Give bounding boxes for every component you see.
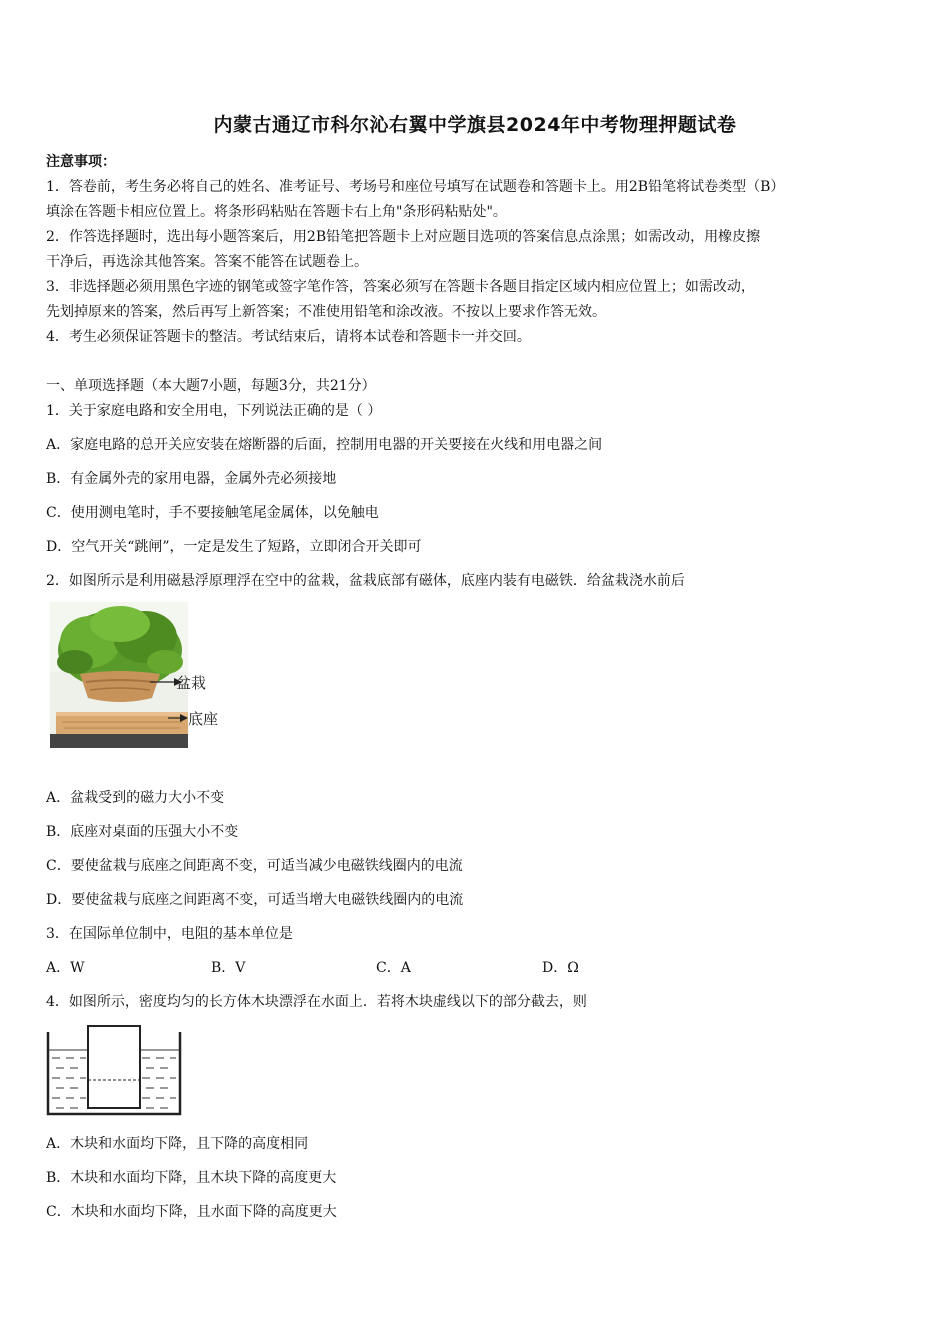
maglev-plant-figure xyxy=(50,602,240,750)
base-label: 底座 xyxy=(188,710,219,728)
question-2-stem: 2．如图所示是利用磁悬浮原理浮在空中的盆栽，盆栽底部有磁体，底座内装有电磁铁．给盆栽浇水前后 xyxy=(46,573,685,589)
wooden-block xyxy=(88,1026,140,1108)
floating-block-figure xyxy=(44,1024,184,1118)
question-1-stem: 1．关于家庭电路和安全用电，下列说法正确的是（ ） xyxy=(46,403,382,419)
notice-line: 填涂在答题卡相应位置上。将条形码粘贴在答题卡右上角"条形码粘贴处"。 xyxy=(46,204,507,220)
question-3-options xyxy=(46,958,906,978)
question-3-option-a: A．W xyxy=(46,960,85,976)
notice-line: 3．非选择题必须用黑色字迹的钢笔或签字笔作答，答案必须写在答题卡各题目指定区域内相应位置上；如需改动， xyxy=(46,279,755,295)
section-heading: 一、单项选择题（本大题7小题，每题3分，共21分） xyxy=(46,378,376,394)
question-1-option-a: A．家庭电路的总开关应安装在熔断器的后面，控制用电器的开关要接在火线和用电器之间 xyxy=(46,437,603,453)
notice-line: 干净后，再选涂其他答案。答案不能答在试题卷上。 xyxy=(46,254,368,270)
notice-line: 1．答卷前，考生务必将自己的姓名、准考证号、考场号和座位号填写在试题卷和答题卡上。用2B铅笔将试卷类型（B） xyxy=(46,179,785,195)
question-1-option-b: B．有金属外壳的家用电器，金属外壳必须接地 xyxy=(46,471,337,487)
question-2-option-a: A．盆栽受到的磁力大小不变 xyxy=(46,790,225,806)
notice-line: 2．作答选择题时，选出每小题答案后，用2B铅笔把答题卡上对应题目选项的答案信息点涂黑；如需改动，用橡皮擦 xyxy=(46,229,761,245)
question-3-option-d: D．Ω xyxy=(542,960,579,976)
pot-bowl xyxy=(80,671,160,702)
question-4-option-b: B．木块和水面均下降，且木块下降的高度更大 xyxy=(46,1170,337,1186)
question-3-stem: 3．在国际单位制中，电阻的基本单位是 xyxy=(46,926,293,942)
pot-label: 盆栽 xyxy=(176,674,207,692)
question-4-option-a: A．木块和水面均下降，且下降的高度相同 xyxy=(46,1136,309,1152)
notice-line: 4．考生必须保证答题卡的整洁。考试结束后，请将本试卷和答题卡一并交回。 xyxy=(46,329,531,345)
question-3-option-b: B．V xyxy=(211,960,246,976)
question-4-stem: 4．如图所示，密度均匀的长方体木块漂浮在水面上．若将木块虚线以下的部分截去，则 xyxy=(46,994,587,1010)
question-3-option-c: C．A xyxy=(376,960,411,976)
question-2-option-c: C．要使盆栽与底座之间距离不变，可适当减少电磁铁线圈内的电流 xyxy=(46,858,463,874)
exam-title: 内蒙古通辽市科尔沁右翼中学旗县2024年中考物理押题试卷 xyxy=(213,114,737,136)
question-2-option-b: B．底座对桌面的压强大小不变 xyxy=(46,824,239,840)
question-1-option-c: C．使用测电笔时，手不要接触笔尾金属体，以免触电 xyxy=(46,505,379,521)
question-2-option-d: D．要使盆栽与底座之间距离不变，可适当增大电磁铁线圈内的电流 xyxy=(46,892,464,908)
notice-heading: 注意事项： xyxy=(46,154,116,170)
question-4-option-c: C．木块和水面均下降，且水面下降的高度更大 xyxy=(46,1204,337,1220)
notice-line: 先划掉原来的答案，然后再写上新答案；不准使用铅笔和涂改液。不按以上要求作答无效。 xyxy=(46,304,606,320)
question-1-option-d: D．空气开关“跳闸”，一定是发生了短路，立即闭合开关即可 xyxy=(46,539,422,555)
